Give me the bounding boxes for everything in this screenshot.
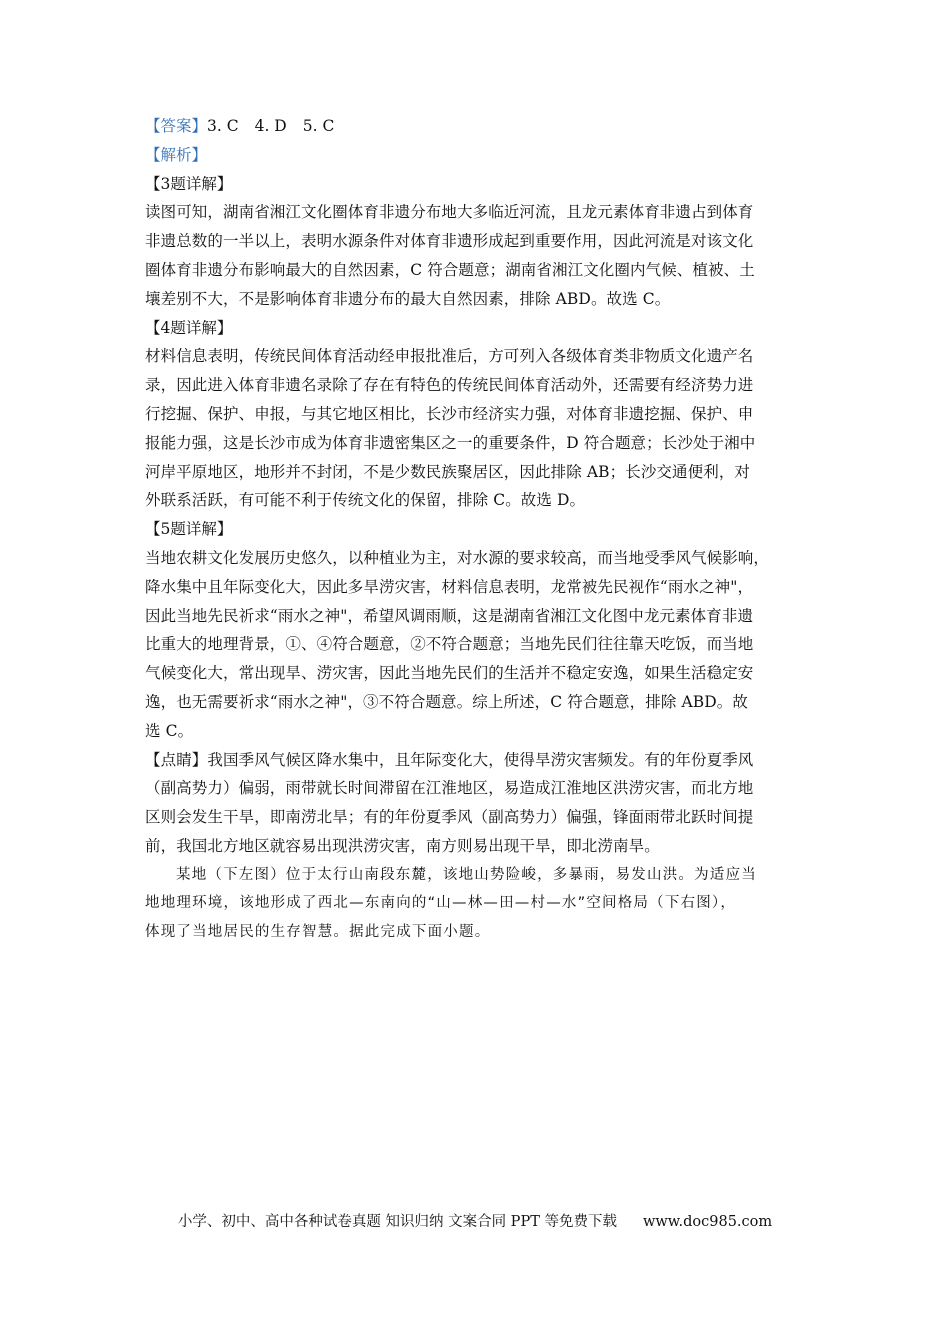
tip-label: 【点睛】 (145, 750, 208, 769)
q5-line: 选 C。 (145, 721, 194, 740)
answer-item: 5. C (302, 117, 335, 135)
tip-text: 我国季风气候区降水集中，且年际变化大，使得旱涝灾害频发。有的年份夏季风 (207, 750, 754, 769)
answer-item: 4. D (254, 117, 287, 135)
q4-heading: 【4题详解】 (145, 318, 233, 337)
q4-line: 河岸平原地区，地形并不封闭，不是少数民族聚居区，因此排除 AB；长沙交通便利，对 (145, 462, 751, 481)
q3-line: 壤差别不大，不是影响体育非遗分布的最大自然因素，排除 ABD。故选 C。 (145, 289, 671, 308)
page-footer (0, 1210, 950, 1231)
q5-line: 气候变化大，常出现旱、涝灾害，因此当地先民们的生活并不稳定安逸，如果生活稳定安 (145, 664, 754, 683)
q3-line: 读图可知，湖南省湘江文化圈体育非遗分布地大多临近河流，且龙元素体育非遗占到体育 (145, 203, 754, 222)
analysis-label: 【解析】 (145, 145, 208, 164)
material-line: 体现了当地居民的生存智慧。据此完成下面小题。 (145, 923, 491, 940)
q5-line: 因此当地先民祈求“雨水之神"，希望风调雨顺，这是湖南省湘江文化图中龙元素体育非遗 (145, 606, 754, 625)
q5-line: 当地农耕文化发展历史悠久，以种植业为主，对水源的要求较高，而当地受季风气候影响， (145, 548, 770, 567)
footer-url[interactable]: www.doc985.com (642, 1214, 773, 1230)
q5-line: 逸，也无需要祈求“雨水之神"，③不符合题意。综上所述，C 符合题意，排除 ABD。故 (145, 692, 748, 711)
q4-line: 录，因此进入体育非遗名录除了存在有特色的传统民间体育活动外，还需要有经济势力进 (145, 376, 754, 395)
tip-line: 区则会发生干旱，即南涝北旱；有的年份夏季风（副高势力）偏强，锋面雨带北跃时间提 (145, 808, 754, 827)
q4-line: 外联系活跃，有可能不利于传统文化的保留，排除 C。故选 D。 (145, 491, 586, 510)
material-line: 地地理环境，该地形成了西北—东南向的“山—林—田—村—水”空间格局（下右图）， (145, 895, 737, 912)
footer-text: 小学、初中、高中各种试卷真题 知识归纳 文案合同 PPT 等免费下载 (177, 1214, 617, 1230)
q5-heading: 【5题详解】 (145, 520, 233, 539)
document-body (145, 112, 810, 946)
tip-line: 前，我国北方地区就容易出现洪涝灾害，南方则易出现干旱，即北涝南旱。 (145, 836, 660, 855)
q5-line: 比重大的地理背景，①、④符合题意，②不符合题意；当地先民们往往靠天吃饭，而当地 (145, 635, 754, 654)
q3-line: 非遗总数的一半以上，表明水源条件对体育非遗形成起到重要作用，因此河流是对该文化 (145, 232, 754, 251)
q5-line: 降水集中且年际变化大，因此多旱涝灾害，材料信息表明，龙常被先民视作“雨水之神"， (145, 577, 754, 596)
q3-heading: 【3题详解】 (145, 174, 233, 193)
q4-line: 行挖掘、保护、申报，与其它地区相比，长沙市经济实力强，对体育非遗挖掘、保护、申 (145, 404, 754, 423)
material-line: 某地（下左图）位于太行山南段东麓，该地山势险峻，多暴雨，易发山洪。为适应当 (176, 866, 757, 883)
q3-line: 圈体育非遗分布影响最大的自然因素，C 符合题意；湖南省湘江文化圈内气候、植被、土 (145, 260, 755, 279)
answer-line (145, 112, 810, 141)
q4-line: 报能力强，这是长沙市成为体育非遗密集区之一的重要条件，D 符合题意；长沙处于湘中 (145, 433, 756, 452)
answer-item: 3. C (207, 117, 239, 135)
tip-line: （副高势力）偏弱，雨带就长时间滞留在江淮地区，易造成江淮地区洪涝灾害，而北方地 (145, 779, 754, 798)
q4-line: 材料信息表明，传统民间体育活动经申报批准后，方可列入各级体育类非物质文化遗产名 (145, 347, 754, 366)
answer-label: 【答案】 (145, 117, 208, 135)
tip-first-line (145, 746, 810, 775)
